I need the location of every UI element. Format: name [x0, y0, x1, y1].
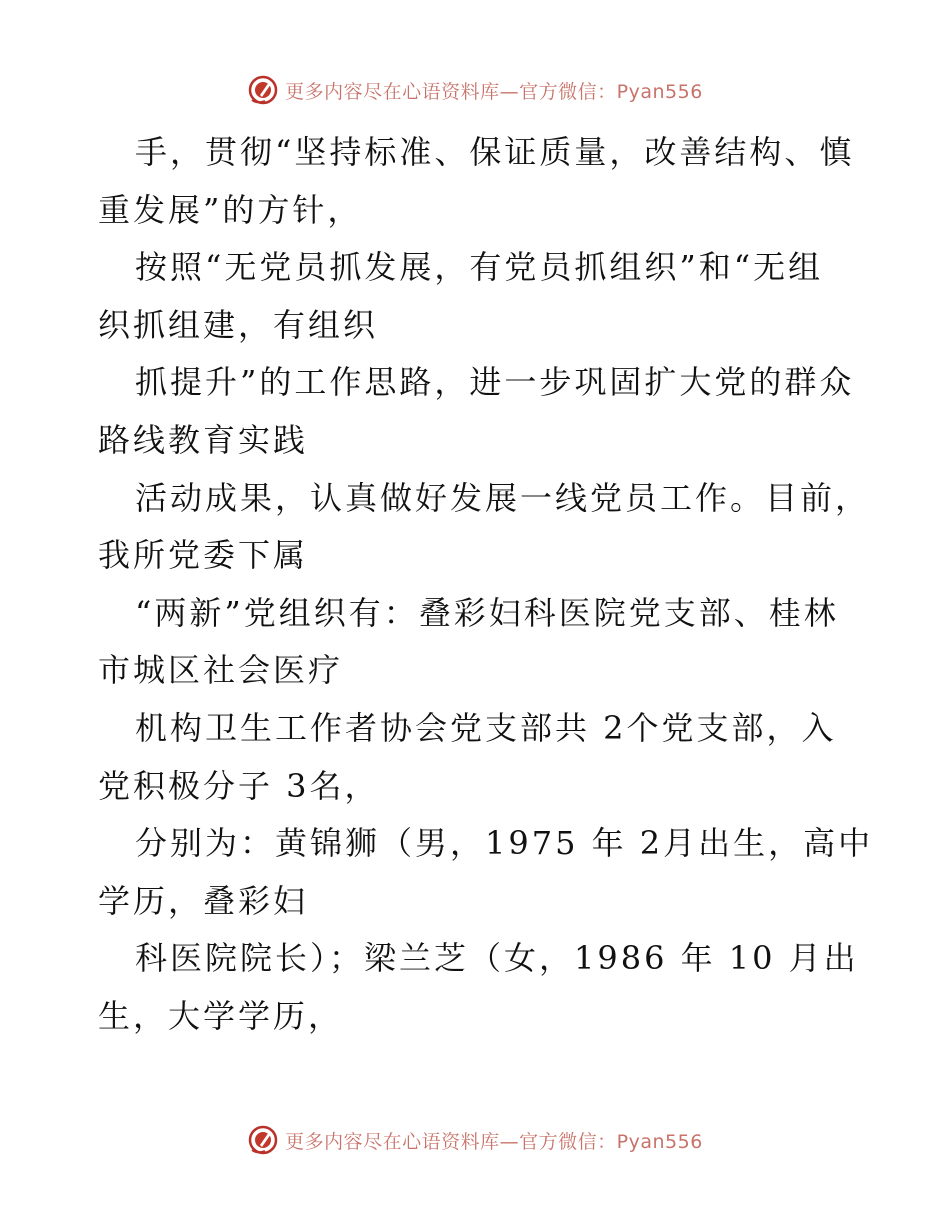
text-line: 抓提升”的工作思路，进一步巩固扩大党的群众 [135, 363, 855, 402]
text-line: 活动成果，认真做好发展一线党员工作。目前， [135, 478, 871, 517]
text-line: 路线教育实践 [98, 420, 309, 459]
text-line: 生，大学学历， [98, 996, 344, 1035]
text-line: 党积极分子 3名， [98, 766, 380, 805]
text-line: 我所党委下属 [98, 536, 309, 575]
text-line: 科医院院长）；梁兰芝（女，1986 年 10 月出 [135, 939, 859, 978]
text-line: 重发展”的方针， [98, 190, 363, 229]
pen-nib-circle-icon [247, 74, 279, 106]
footer-watermark [0, 1122, 950, 1158]
watermark-text: 更多内容尽在心语资料库—官方微信：Pyan556 [285, 80, 703, 103]
text-line: 市城区社会医疗 [98, 651, 344, 690]
text-line: 按照“无党员抓发展，有党员抓组织”和“无组 [135, 248, 824, 287]
document-body [98, 124, 874, 1046]
text-line: 织抓组建，有组织 [98, 305, 379, 344]
header-watermark [0, 72, 950, 108]
text-line: 学历，叠彩妇 [98, 881, 309, 920]
pen-nib-circle-icon [247, 1124, 279, 1156]
watermark-text: 更多内容尽在心语资料库—官方微信：Pyan556 [285, 1130, 703, 1153]
text-line: 手，贯彻“坚持标准、保证质量，改善结构、慎 [135, 133, 855, 171]
text-line: “两新”党组织有：叠彩妇科医院党支部、桂林 [135, 593, 839, 632]
text-line: 分别为：黄锦狮（男，1975 年 2月出生，高中 [135, 824, 874, 863]
text-line: 机构卫生工作者协会党支部共 2个党支部，入 [135, 708, 837, 747]
